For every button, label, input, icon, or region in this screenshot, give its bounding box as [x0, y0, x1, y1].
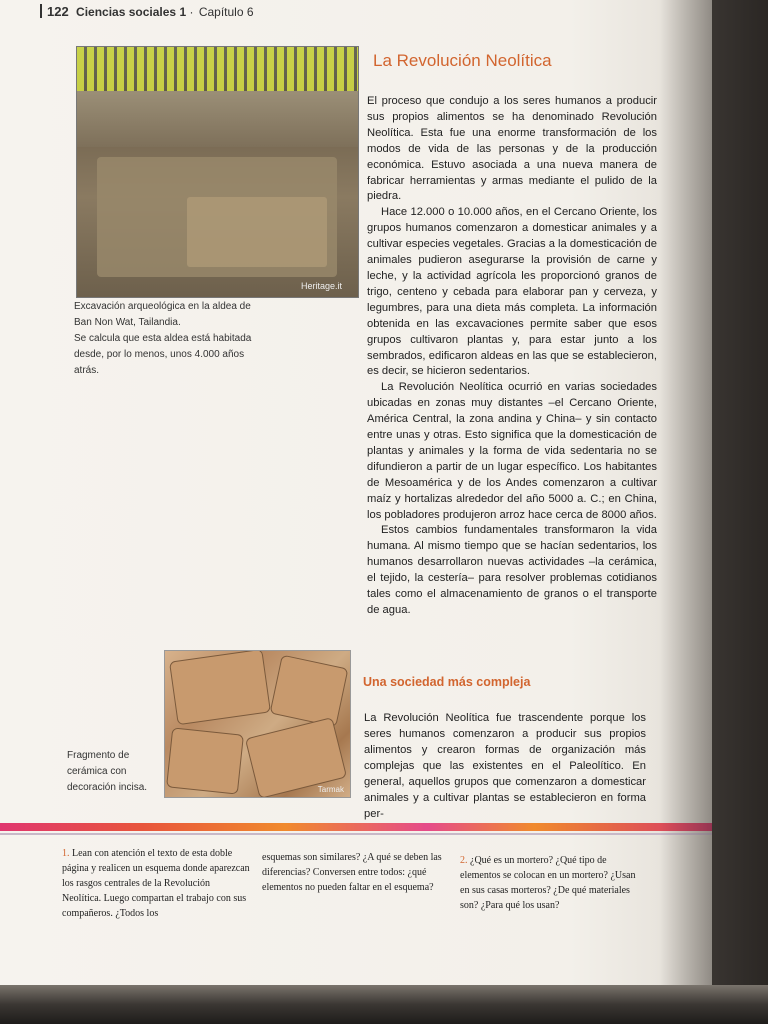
activity-text: Lean con atención el texto de esta doble página y realicen un esquema donde aparezcan los rasgos centrales de la Revolución Neolítica. Luego compartan el trabajo con sus compañeros. ¿Todos los [62, 848, 250, 919]
section-body [367, 94, 657, 619]
activity-text: ¿Qué es un mortero? ¿Qué tipo de elementos se colocan en un mortero? ¿Usan en sus casas morteros? ¿De qué materiales son? ¿Para qué los usan? [460, 855, 636, 911]
caption-line: desde, por lo menos, unos 4.000 años [74, 349, 245, 360]
activity-number: 1. [62, 848, 70, 859]
paragraph: Estos cambios fundamentales transformaron la vida humana. Al mismo tiempo que se hacían sedentarios, los humanos desarrollaron nuevas actividades –la cerámica, el tejido, la cestería– para resolver problemas cotidianos tales como el almacenamiento de granos o el transporte de agua. [367, 524, 657, 616]
header-rule [40, 4, 42, 18]
activity-number: 2. [460, 855, 468, 866]
caption-line: atrás. [74, 365, 100, 376]
paragraph: El proceso que condujo a los seres humanos a producir sus propios alimentos se ha denominado Revolución Neolítica. Esta fue una enorme transformación de los modos de vida de las personas y de la producción económica. Estuvo asociada a una nueva manera de fabricar herramientas y armas mediante el pulido de la piedra. [367, 95, 657, 203]
header-separator: · [189, 5, 194, 19]
caption-line: Excavación arqueológica en la aldea de [74, 301, 251, 312]
decorative-rule [0, 833, 712, 835]
chapter-name: Capítulo 6 [198, 5, 254, 19]
page-header [40, 4, 254, 19]
caption-line: Se calcula que esta aldea está habitada [74, 333, 252, 344]
paragraph: La Revolución Neolítica fue trascendente porque los seres humanos comenzaron a producir sus propios alimentos y crearon formas de organización más complejas que las existentes en el Paleolítico. En general, aquellos grupos que comenzaron a domesticar animales y a cultivar plantas se establecieron en forma per- [364, 712, 646, 820]
activity-2 [460, 853, 640, 913]
scan-edge [0, 985, 768, 1024]
binding-shadow [660, 0, 768, 1024]
excavation-photo [76, 46, 359, 298]
excavation-platform [187, 197, 327, 267]
subsection-body [364, 710, 646, 822]
excavation-caption [74, 299, 274, 379]
paragraph: La Revolución Neolítica ocurrió en varias sociedades ubicadas en zonas muy distantes –el Cercano Oriente, América Central, la zona andina y China– y sin contacto entre unas y otras. Esto significa que la domesticación de plantas y animales y la forma de vida sedentaria no se difundieron a partir de un lugar específico. Los habitantes de Mesoamérica y de los Andes comenzaron a cultivar maíz y hortalizas alrededor del año 5000 a. C.; en China, los pobladores produjeron arroz hace cerca de 8000 años. [367, 381, 657, 521]
caption-line: Ban Non Wat, Tailandia. [74, 317, 181, 328]
caption-line: Fragmento de [67, 750, 130, 761]
photo-credit: Heritage.it [300, 281, 342, 291]
paragraph: Hace 12.000 o 10.000 años, en el Cercano Oriente, los grupos humanos comenzaron a domesticar animales y a cultivar especies vegetales. Gracias a la domesticación de animales pudieron asegurarse la provisión de carne y leche, y la actividad agrícola les proporcionó granos de trigo, centeno y cebada para elaborar pan y cerveza, y legumbres, para una dieta más completa. La información obtenida en las excavaciones permite saber que esos grupos cultivaron plantas y, para estar junto a los sembrados, edificaron aldeas en las que se establecieron, es decir, se hicieron sedentarios. [367, 206, 657, 378]
subsection-title: Una sociedad más compleja [363, 675, 531, 689]
photo-credit: Tarmak [317, 785, 344, 794]
pottery-shard [270, 655, 349, 728]
caption-line: cerámica con [67, 766, 127, 777]
activity-1-continued [262, 850, 447, 895]
section-title: La Revolución Neolítica [373, 51, 552, 70]
caption-line: decoración incisa. [67, 782, 148, 793]
section-name: Ciencias sociales 1 [76, 5, 187, 19]
pottery-caption [67, 748, 162, 796]
page-number: 122 [47, 4, 69, 19]
pottery-shard [166, 727, 244, 794]
pottery-shard [169, 650, 271, 725]
activity-1 [62, 846, 250, 921]
decorative-stripe [0, 823, 712, 831]
activity-text: esquemas son similares? ¿A qué se deben las diferencias? Conversen entre todos: ¿qué elementos no pueden faltar en el esquema? [262, 852, 442, 893]
pottery-photo [164, 650, 351, 798]
excavation-wall [77, 91, 358, 147]
